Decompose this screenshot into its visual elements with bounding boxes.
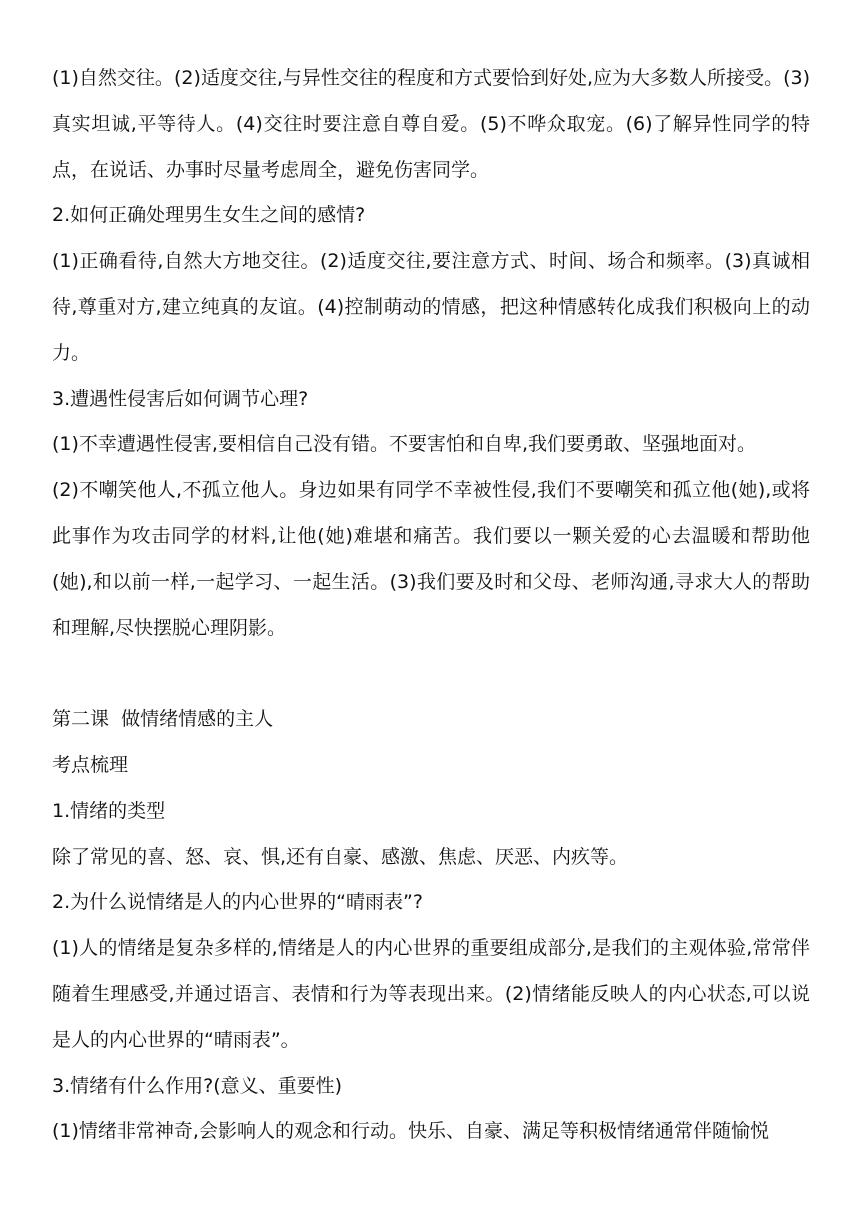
question-heading-2: 2.如何正确处理男生女生之间的感情? bbox=[52, 204, 366, 227]
paragraph-opposite-sex-principles: (1)自然交往。(2)适度交往,与异性交往的程度和方式要恰到好处,应为大多数人所接受。(3)真实坦诚,平等待人。(4)交往时要注意自尊自爱。(5)不哗众取宠。(6)了解异性同学的特点，在说话、办事时尽量考虑周全，避免伤害同学。 bbox=[52, 67, 810, 181]
paragraph-emotion-types: 除了常见的喜、怒、哀、惧,还有自豪、感激、焦虑、厌恶、内疚等。 bbox=[52, 845, 629, 868]
paragraph-emotion-role: (1)情绪非常神奇,会影响人的观念和行动。快乐、自豪、满足等积极情绪通常伴随愉悦 bbox=[52, 1120, 769, 1143]
question-heading-emotion-types: 1.情绪的类型 bbox=[52, 799, 166, 822]
blank-line bbox=[52, 651, 810, 697]
paragraph-face-bravely: (1)不幸遭遇性侵害,要相信自己没有错。不要害怕和自卑,我们要勇敢、坚强地面对。 bbox=[52, 433, 756, 456]
question-heading-barometer: 2.为什么说情绪是人的内心世界的“晴雨表”? bbox=[52, 891, 423, 914]
paragraph-barometer: (1)人的情绪是复杂多样的,情绪是人的内心世界的重要组成部分,是我们的主观体验,常常伴随着生理感受,并通过语言、表情和行为等表现出来。(2)情绪能反映人的内心状态,可以说是人的内心世界的“晴雨表”。 bbox=[52, 937, 810, 1051]
section-heading: 考点梳理 bbox=[52, 753, 129, 776]
paragraph-handle-feelings: (1)正确看待,自然大方地交往。(2)适度交往,要注意方式、时间、场合和频率。(3)真诚相待,尊重对方,建立纯真的友谊。(4)控制萌动的情感，把这种情感转化成我们积极向上的动力。 bbox=[52, 250, 810, 364]
document-body bbox=[52, 56, 810, 1155]
question-heading-3: 3.遭遇性侵害后如何调节心理? bbox=[52, 387, 309, 410]
question-heading-emotion-role: 3.情绪有什么作用?(意义、重要性) bbox=[52, 1074, 343, 1097]
lesson-title: 第二课 做情绪情感的主人 bbox=[52, 708, 274, 731]
paragraph-support-others: (2)不嘲笑他人,不孤立他人。身边如果有同学不幸被性侵,我们不要嘲笑和孤立他(她),或将此事作为攻击同学的材料,让他(她)难堪和痛苦。我们要以一颗关爱的心去温暖和帮助他(她),和以前一样,一起学习、一起生活。(3)我们要及时和父母、老师沟通,寻求大人的帮助和理解,尽快摆脱心理阴影。 bbox=[52, 479, 810, 639]
